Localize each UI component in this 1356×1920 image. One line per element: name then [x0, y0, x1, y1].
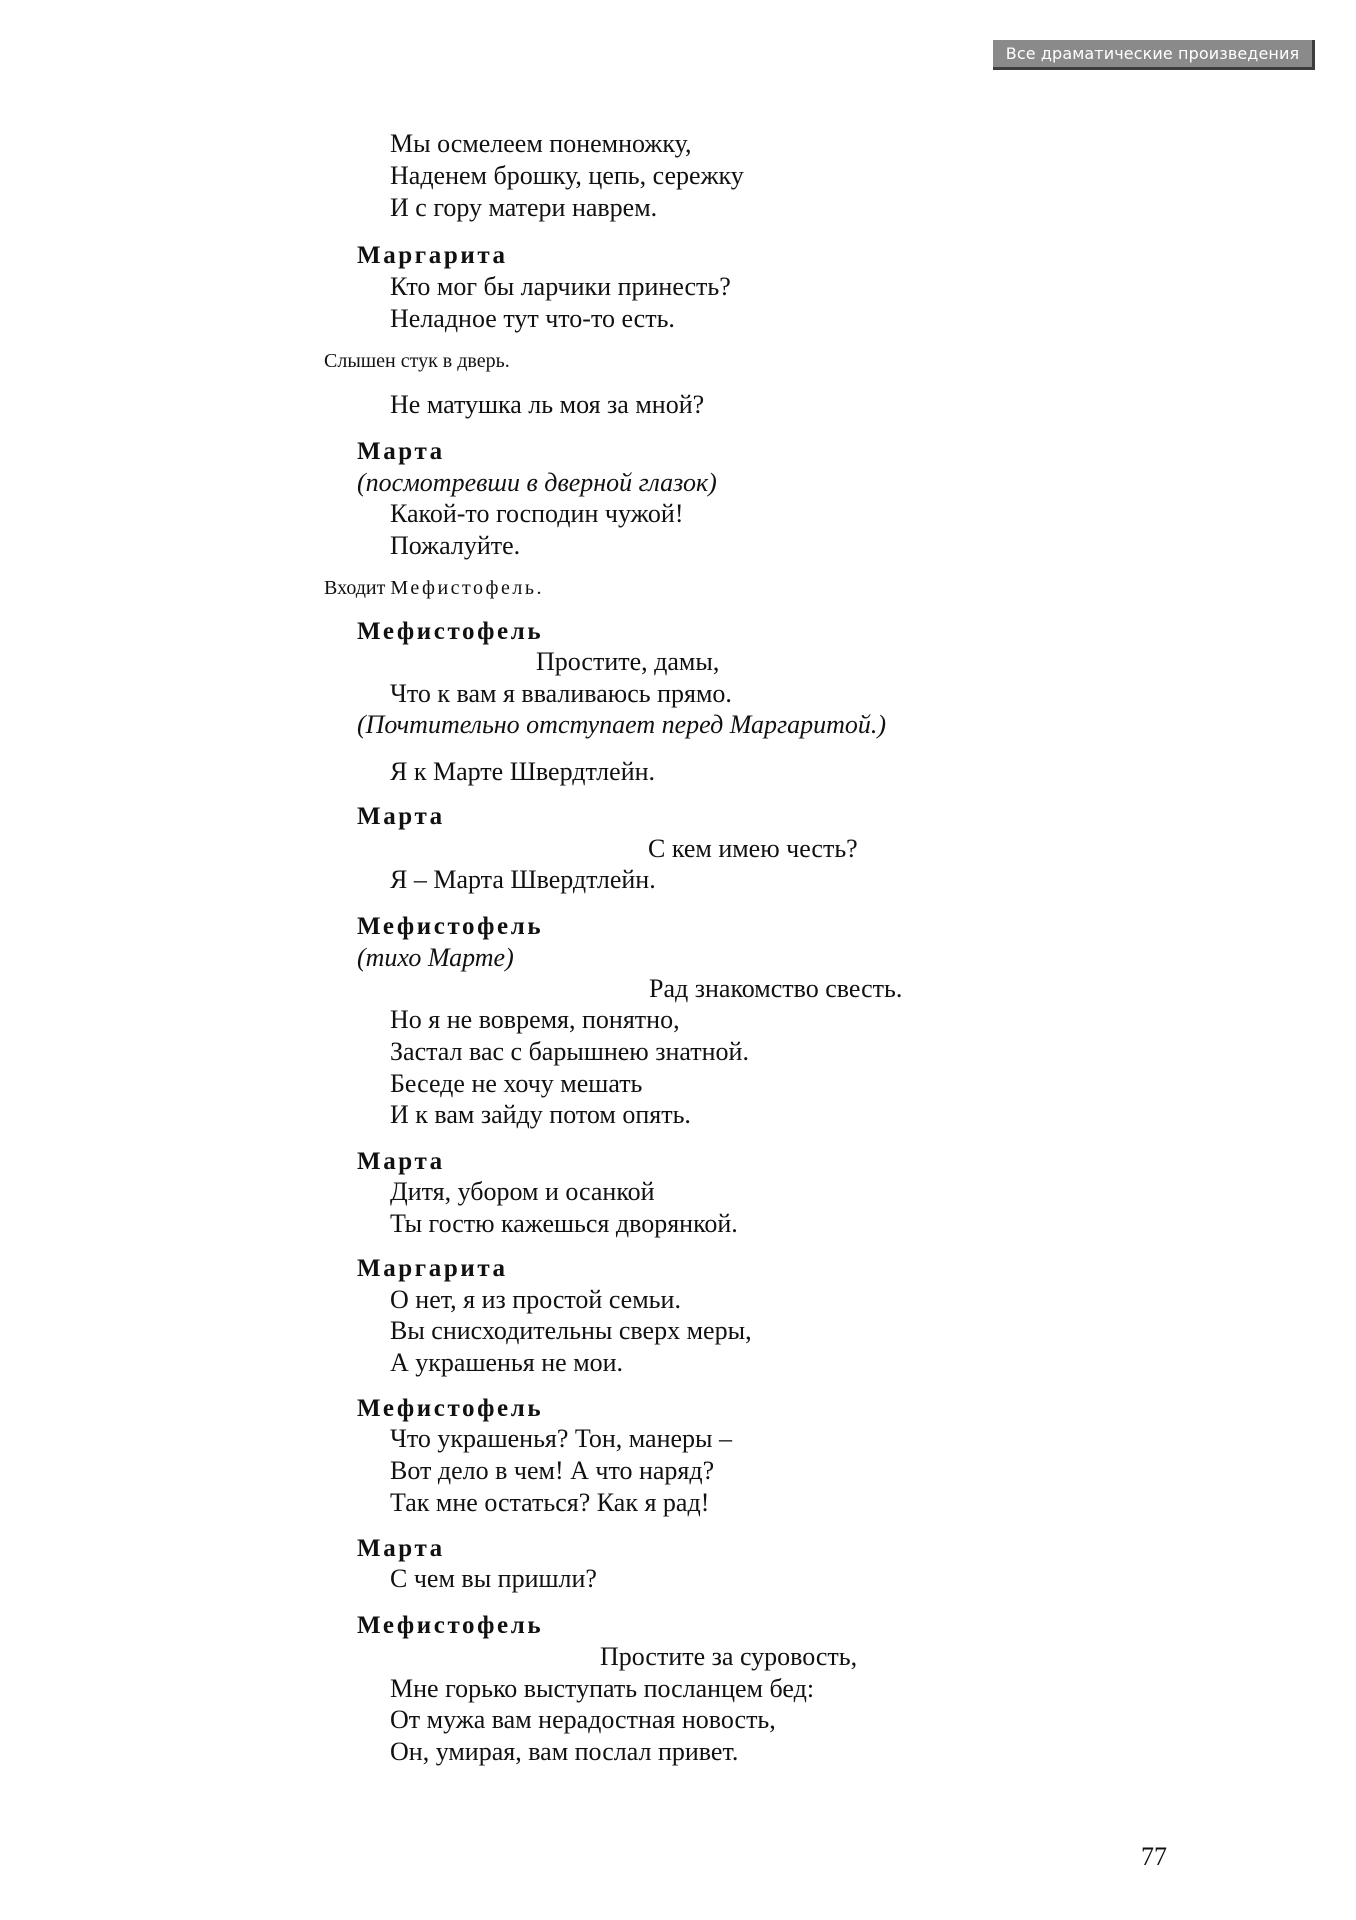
verse-line: Вот дело в чем! А что наряд?: [390, 1456, 715, 1485]
verse-line: Рад знакомство свесть.: [649, 974, 903, 1003]
stage-remark: (Почтительно отступает перед Маргаритой.): [357, 710, 887, 739]
verse-line: Ты гостю кажешься дворянкой.: [390, 1209, 738, 1238]
stage-direction: [324, 575, 541, 601]
verse-line: О нет, я из простой семьи.: [390, 1285, 681, 1314]
verse-line: Он, умирая, вам послал привет.: [390, 1737, 739, 1766]
stage-direction-verb: Входит: [324, 577, 391, 599]
verse-line: Я – Марта Швердтлейн.: [390, 865, 656, 894]
speaker-name: Мефистофель: [357, 1395, 544, 1422]
speaker-name: Мефистофель: [357, 913, 544, 940]
verse-line: Кто мог бы ларчики принесть?: [390, 272, 731, 301]
verse-line: Так мне остаться? Как я рад!: [390, 1488, 710, 1517]
speaker-name: Маргарита: [357, 242, 508, 269]
stage-remark: (тихо Марте): [357, 943, 514, 972]
verse-line: Что к вам я вваливаюсь прямо.: [390, 679, 732, 708]
stage-direction-character: Мефистофель: [390, 577, 537, 599]
verse-line: С чем вы пришли?: [390, 1564, 597, 1593]
page-number: 77: [1141, 1842, 1167, 1871]
speaker-name: Марта: [357, 1535, 445, 1562]
stage-remark: (посмотревши в дверной глазок): [357, 468, 717, 497]
stage-direction: Слышен стук в дверь.: [324, 350, 510, 372]
speaker-name: Марта: [357, 438, 445, 465]
verse-line: Дитя, убором и осанкой: [390, 1177, 655, 1206]
verse-line: Что украшенья? Тон, манеры –: [390, 1424, 732, 1453]
verse-line: Застал вас с барышнею знатной.: [390, 1037, 749, 1066]
verse-line: Мы осмелеем понемножку,: [390, 129, 692, 158]
speaker-name: Марта: [357, 803, 445, 830]
verse-line: Простите за суровость,: [600, 1642, 858, 1671]
running-header: Все драматические произведения: [993, 40, 1315, 70]
verse-line: Какой-то господин чужой!: [390, 499, 684, 528]
verse-line: И с гору матери наврем.: [390, 193, 658, 222]
verse-line: Вы снисходительны сверх меры,: [390, 1316, 752, 1345]
verse-line: Мне горько выступать посланцем бед:: [390, 1674, 815, 1703]
verse-line: Пожалуйте.: [390, 531, 521, 560]
speaker-name: Марта: [357, 1148, 445, 1175]
speaker-name: Мефистофель: [357, 1612, 544, 1639]
verse-line: С кем имею честь?: [648, 834, 858, 863]
verse-line: От мужа вам нерадостная новость,: [390, 1705, 776, 1734]
stage-direction-period: .: [536, 577, 542, 599]
verse-line: Я к Марте Швердтлейн.: [390, 757, 656, 786]
verse-line: И к вам зайду потом опять.: [390, 1100, 691, 1129]
verse-line: А украшенья не мои.: [390, 1348, 624, 1377]
speaker-name: Маргарита: [357, 1255, 508, 1282]
verse-line: Простите, дамы,: [536, 647, 720, 676]
verse-line: Беседе не хочу мешать: [390, 1069, 643, 1098]
speaker-name: Мефистофель: [357, 618, 544, 645]
verse-line: Наденем брошку, цепь, сережку: [390, 161, 744, 190]
verse-line: Неладное тут что-то есть.: [390, 304, 675, 333]
verse-line: Не матушка ль моя за мной?: [390, 390, 705, 419]
verse-line: Но я не вовремя, понятно,: [390, 1005, 680, 1034]
